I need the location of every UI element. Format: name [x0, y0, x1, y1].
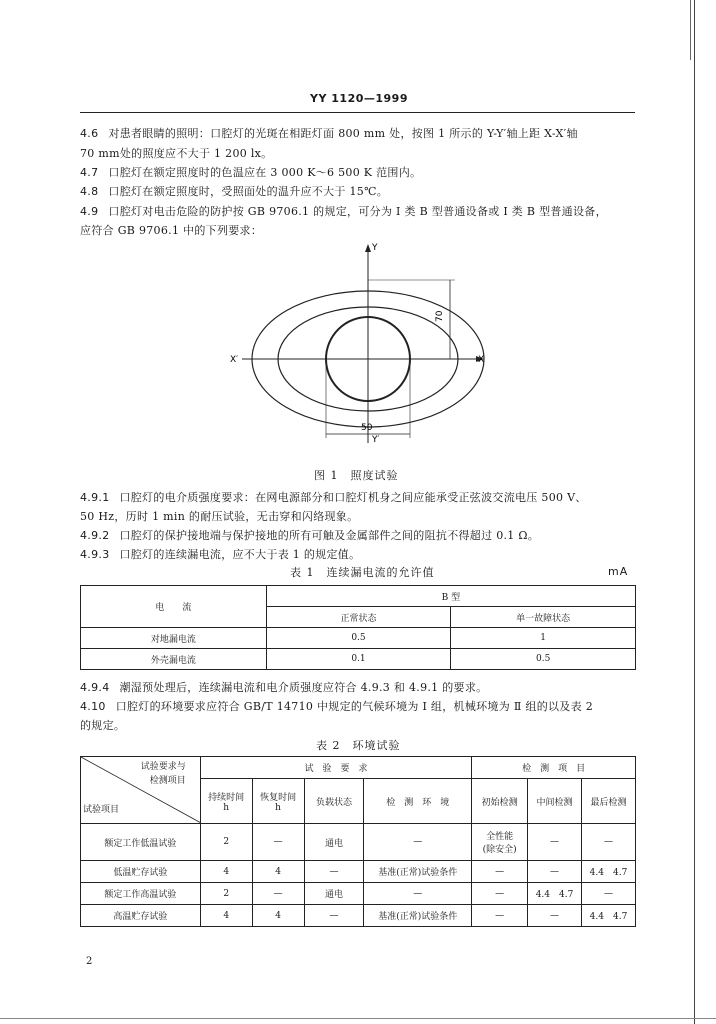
- table-cell: —: [528, 824, 582, 861]
- clause-4-10: [80, 697, 640, 716]
- table-1-col-fault: 单一故障状态: [451, 607, 636, 628]
- clause-4-6-cont: [80, 144, 640, 163]
- table-cell: 通电: [304, 824, 364, 861]
- table-2-col-load: 负载状态: [304, 779, 364, 824]
- figure-1-diagram: [220, 238, 500, 458]
- dim-50-label: 50: [361, 423, 373, 433]
- table-cell: 对地漏电流: [81, 628, 267, 649]
- standard-number: YY 1120—1999: [310, 92, 408, 105]
- clause-text: 应符合 GB 9706.1 中的下列要求：: [80, 224, 263, 237]
- table-cell: —: [304, 861, 364, 883]
- clause-text: 口腔灯的连续漏电流，应不大于表 1 的规定值。: [119, 548, 361, 561]
- table-cell: —: [304, 905, 364, 927]
- table-cell: 高温贮存试验: [81, 905, 201, 927]
- clause-text: 口腔灯在额定照度时，受照面处的温升应不大于 15℃。: [108, 185, 389, 198]
- axis-label-x: X: [478, 355, 485, 365]
- table-2-col-duration: 持续时间 h: [200, 779, 252, 824]
- table-cell: 低温贮存试验: [81, 861, 201, 883]
- clause-number: 4.9.4: [80, 681, 110, 694]
- clause-text: 口腔灯的环境要求应符合 GB/T 14710 中规定的气候环境为 Ⅰ 组，机械环境为 Ⅱ 组的以及表 2: [115, 700, 593, 713]
- table-cell: —: [364, 824, 472, 861]
- clause-text: 50 Hz，历时 1 min 的耐压试验，无击穿和闪络现象。: [80, 510, 359, 523]
- clause-number: 4.9.2: [80, 529, 110, 542]
- page-number: 2: [86, 956, 93, 967]
- clause-number: 4.6: [80, 127, 99, 140]
- axis-label-y: Y: [372, 243, 378, 253]
- table-cell: 0.5: [266, 628, 451, 649]
- clause-4-9-4: [80, 678, 640, 697]
- table-1-col-normal: 正常状态: [266, 607, 451, 628]
- table-2-col-initial: 初始检测: [472, 779, 528, 824]
- table-2-col-final: 最后检测: [581, 779, 635, 824]
- clause-number: 4.10: [80, 700, 106, 713]
- clause-4-10-cont: [80, 716, 640, 735]
- clause-4-9-1-cont: [80, 507, 640, 526]
- table-1-caption: 表 1 连续漏电流的允许值: [290, 566, 435, 579]
- clause-text: 口腔灯的电介质强度要求：在网电源部分和口腔灯机身之间应能承受正弦波交流电压 500 V、: [119, 491, 587, 504]
- clause-number: 4.8: [80, 185, 99, 198]
- table-cell: —: [472, 861, 528, 883]
- table-cell: 基准(正常)试验条件: [364, 905, 472, 927]
- table-cell: 4: [252, 861, 304, 883]
- clause-text: 口腔灯对电击危险的防护按 GB 9706.1 的规定，可分为 Ⅰ 类 B 型普通设备或 Ⅰ 类 B 型普通设备，: [108, 205, 607, 218]
- clause-text: 70 mm处的照度应不大于 1 200 lx。: [80, 147, 273, 160]
- clause-number: 4.9.1: [80, 491, 110, 504]
- table-cell: 4: [252, 905, 304, 927]
- table-cell: —: [581, 824, 635, 861]
- table-cell: 4: [200, 905, 252, 927]
- table-cell: 全性能 (除安全): [472, 824, 528, 861]
- clause-4-9-1: [80, 488, 640, 507]
- scan-edge-line-top: [690, 0, 691, 60]
- table-row: [81, 883, 636, 905]
- table-cell: —: [252, 824, 304, 861]
- axis-label-x-prime: X′: [230, 355, 239, 365]
- table-2-caption: 表 2 环境试验: [316, 739, 401, 752]
- corner-label-top2: 检测项目: [149, 776, 186, 786]
- table-cell: —: [581, 883, 635, 905]
- header-rule: [80, 112, 635, 113]
- table-cell: 通电: [304, 883, 364, 905]
- table-cell: —: [472, 883, 528, 905]
- table-cell: 2: [200, 824, 252, 861]
- table-cell: 4.4 4.7: [581, 861, 635, 883]
- table-cell: 额定工作低温试验: [81, 824, 201, 861]
- table-1-header-current: 电 流: [81, 586, 267, 628]
- table-cell: 额定工作高温试验: [81, 883, 201, 905]
- table-1: [80, 585, 636, 670]
- table-cell: 外壳漏电流: [81, 649, 267, 670]
- y-arrow-icon: [365, 244, 371, 252]
- table-cell: 0.5: [451, 649, 636, 670]
- table-cell: 0.1: [266, 649, 451, 670]
- clause-number: 4.9: [80, 205, 99, 218]
- clause-4-7: [80, 163, 640, 182]
- table-cell: —: [528, 905, 582, 927]
- axis-label-y-prime: Y′: [372, 435, 380, 445]
- table-row: [81, 649, 636, 670]
- table-cell: 基准(正常)试验条件: [364, 861, 472, 883]
- clause-4-8: [80, 182, 640, 201]
- table-cell: 4.4 4.7: [581, 905, 635, 927]
- clause-4-6: [80, 124, 640, 143]
- table-row: [81, 628, 636, 649]
- corner-label-top1: 试验要求与: [140, 762, 186, 772]
- dim-70-label: 70: [435, 310, 445, 322]
- clause-4-9: [80, 202, 640, 221]
- clause-text: 对患者眼睛的照明：口腔灯的光斑在相距灯面 800 mm 处，按图 1 所示的 Y-Y′轴上距 X-X′轴: [108, 127, 578, 140]
- clause-text: 口腔灯的保护接地端与保护接地的所有可触及金属部件之间的阻抗不得超过 0.1 Ω。: [119, 529, 540, 542]
- table-2-group-inspection: 检 测 项 目: [472, 757, 636, 779]
- table-2-col-recovery: 恢复时间 h: [252, 779, 304, 824]
- clause-4-9-2: [80, 526, 640, 545]
- table-cell: —: [364, 883, 472, 905]
- table-cell: 4: [200, 861, 252, 883]
- table-cell: —: [528, 861, 582, 883]
- table-2: [80, 756, 636, 927]
- clause-number: 4.7: [80, 166, 99, 179]
- table-cell: 4.4 4.7: [528, 883, 582, 905]
- table-cell: 2: [200, 883, 252, 905]
- clause-text: 潮湿预处理后，连续漏电流和电介质强度应符合 4.9.3 和 4.9.1 的要求。: [119, 681, 488, 694]
- corner-label-bottom: 试验项目: [83, 805, 120, 815]
- table-cell: —: [252, 883, 304, 905]
- table-1-unit: mA: [608, 565, 629, 578]
- table-2-col-mid: 中间检测: [528, 779, 582, 824]
- table-row: [81, 905, 636, 927]
- table-2-group-requirements: 试 验 要 求: [200, 757, 471, 779]
- scan-edge-line: [694, 0, 695, 1024]
- clause-text: 口腔灯在额定照度时的色温应在 3 000 K～6 500 K 范围内。: [108, 166, 422, 179]
- table-row: [81, 861, 636, 883]
- table-1-header-b-type: B 型: [266, 586, 635, 607]
- table-cell: —: [472, 905, 528, 927]
- table-2-col-env: 检 测 环 境: [364, 779, 472, 824]
- clause-4-9-3: [80, 545, 640, 564]
- figure-1-caption: 图 1 照度试验: [314, 469, 399, 482]
- table-row: [81, 824, 636, 861]
- table-2-corner-header: [81, 757, 201, 824]
- clause-text: 的规定。: [80, 719, 126, 732]
- scan-bottom-rule: [0, 1018, 716, 1019]
- table-cell: 1: [451, 628, 636, 649]
- clause-number: 4.9.3: [80, 548, 110, 561]
